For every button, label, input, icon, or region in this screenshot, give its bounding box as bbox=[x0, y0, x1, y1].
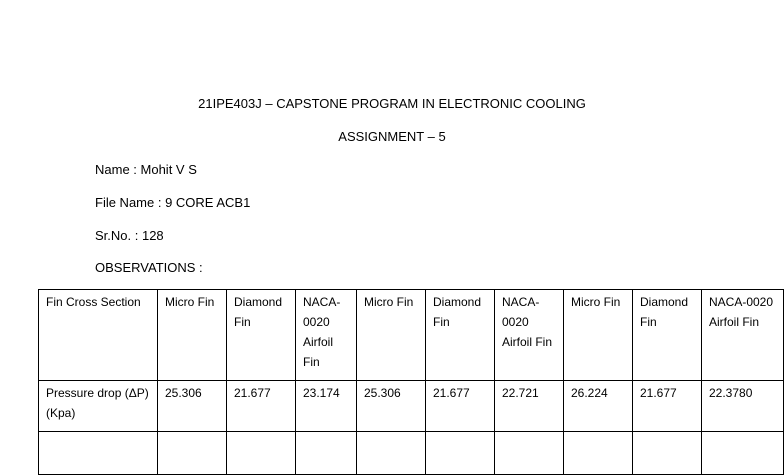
table-header-row bbox=[39, 290, 784, 381]
table-cell: Diamond Fin bbox=[426, 290, 495, 381]
table-cell: 21.677 bbox=[227, 381, 296, 432]
table-cell bbox=[296, 432, 357, 475]
table-row-partial bbox=[39, 432, 784, 475]
table-cell: Micro Fin bbox=[564, 290, 633, 381]
table-cell bbox=[426, 432, 495, 475]
table-cell bbox=[495, 432, 564, 475]
table-cell: Diamond Fin bbox=[227, 290, 296, 381]
table-cell: 26.224 bbox=[564, 381, 633, 432]
table-cell: 23.174 bbox=[296, 381, 357, 432]
table-cell: 21.677 bbox=[633, 381, 702, 432]
student-name: Name : Mohit V S bbox=[95, 162, 197, 177]
document-title: 21IPE403J – CAPSTONE PROGRAM IN ELECTRONIC COOLING bbox=[198, 96, 586, 111]
table-cell: 21.677 bbox=[426, 381, 495, 432]
table-cell: NACA-0020 Airfoil Fin bbox=[702, 290, 784, 381]
observations-table bbox=[38, 289, 784, 475]
table-cell: Fin Cross Section bbox=[39, 290, 158, 381]
observations-heading: OBSERVATIONS : bbox=[95, 260, 203, 275]
table-cell bbox=[633, 432, 702, 475]
table-cell: Diamond Fin bbox=[633, 290, 702, 381]
table-cell: NACA-0020 Airfoil Fin bbox=[495, 290, 564, 381]
assignment-heading: ASSIGNMENT – 5 bbox=[338, 129, 446, 144]
table-cell: 25.306 bbox=[158, 381, 227, 432]
table-cell: 25.306 bbox=[357, 381, 426, 432]
file-name: File Name : 9 CORE ACB1 bbox=[95, 195, 251, 210]
table-cell bbox=[158, 432, 227, 475]
serial-number: Sr.No. : 128 bbox=[95, 228, 164, 243]
table-cell: 22.721 bbox=[495, 381, 564, 432]
table-cell bbox=[564, 432, 633, 475]
table-cell: Pressure drop (ΔP) (Kpa) bbox=[39, 381, 158, 432]
table-cell bbox=[227, 432, 296, 475]
table-row bbox=[39, 381, 784, 432]
table-cell: 22.3780 bbox=[702, 381, 784, 432]
table-cell bbox=[702, 432, 784, 475]
table-cell: Micro Fin bbox=[158, 290, 227, 381]
table-cell bbox=[39, 432, 158, 475]
table-cell: Micro Fin bbox=[357, 290, 426, 381]
table-cell bbox=[357, 432, 426, 475]
table-cell: NACA-0020 Airfoil Fin bbox=[296, 290, 357, 381]
